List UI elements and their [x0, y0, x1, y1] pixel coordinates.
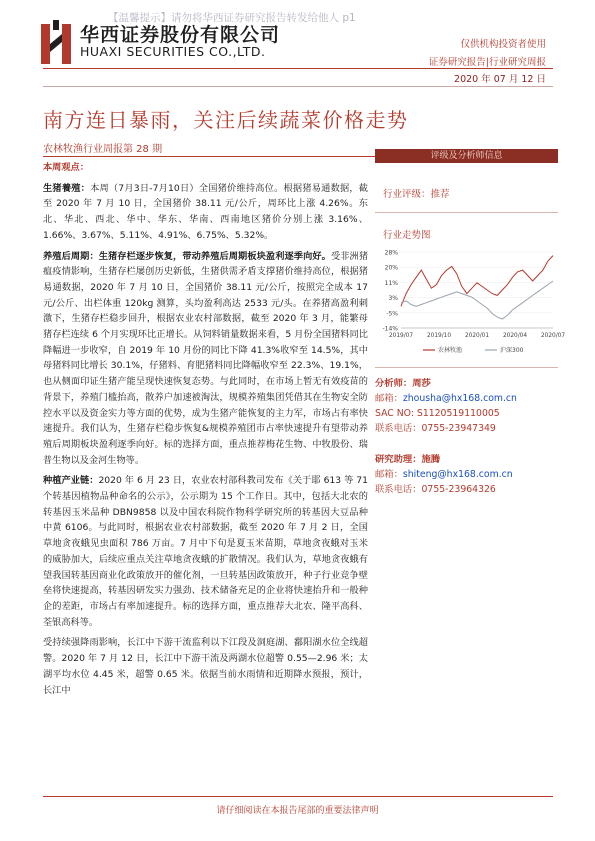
company-name-cn: 华西证券股份有限公司	[80, 24, 281, 46]
company-name-en: HUAXI SECURITIES CO.,LTD.	[80, 44, 266, 59]
analyst-name: 分析师：周莎	[375, 378, 431, 389]
audience-tagline: 仅供机构投资者使用	[460, 39, 546, 50]
x-tick-label: 2020/01	[464, 333, 490, 339]
y-tick-label: 3%	[388, 295, 398, 303]
analyst-email-link[interactable]: zhousha@hx168.com.cn	[402, 393, 517, 404]
y-tick-label: -14%	[382, 325, 398, 333]
industry-rating: 行业评级：推荐	[383, 189, 450, 200]
paragraph	[43, 181, 368, 244]
paragraph-text: 受持续强降雨影响，长江中下游干流监利以下江段及洞庭湖、鄱阳湖水位全线超警。2020 年 7 月 12 日，长江中下游干流及两湖水位超警 0.55—2.96 米；太湖平均水位 4.45 米，超警 0.65 米。依据当前水雨情和近期降水预报，预计，长江中	[43, 637, 368, 696]
top-notice: 【温馨提示】请勿将华西证券研究报告转发给他人 p1	[108, 12, 356, 24]
x-tick-label: 2019/10	[426, 333, 452, 339]
analyst-phone: 0755-23947349	[421, 423, 496, 434]
footer-divider	[43, 796, 553, 797]
series-line	[401, 281, 553, 319]
phone-label: 联系电话：	[375, 423, 422, 434]
header-divider	[43, 68, 553, 69]
assistant-phone: 0755-23964326	[421, 484, 496, 495]
paragraph	[43, 635, 368, 698]
x-tick-label: 2020/04	[502, 333, 528, 339]
report-title: 南方连日暴雨，关注后续蔬菜价格走势	[43, 108, 409, 132]
y-tick-label: 28%	[384, 249, 398, 257]
analyst-block	[375, 376, 558, 497]
email-label: 邮箱：	[375, 393, 403, 404]
report-series: 农林牧渔行业周报第 28 期	[43, 144, 163, 155]
main-body	[43, 160, 368, 703]
phone-label: 联系电话：	[375, 484, 422, 495]
sidebar-header: 评级及分析师信息	[375, 149, 558, 163]
paragraph-text: 2020 年 6 月 23 日，农业农村部科教司发布《关于耶 613 等 71 个转基因植物品种命名的公示》，公示期为 15 个工作日。其中，包括大北农的转基因玉米品种 DBN9858 以及中国农科院作物科学研究所的转基因大豆品种中黄 6106。与此同时，根据农业农村部数据，截至 2020 年 7 月 2 日，全国草地贪夜蛾见虫面积 786 万亩。7 月中下旬是夏玉米苗期，草地贪夜蛾对玉米的威胁加大，后续应重点关注草地贪夜蛾的扩散情况。我们认为，草地贪夜蛾有望我国转基因商业化政策放开的催化剂，一旦转基因政策放开，种子行业竞争壁垒将快速提高，转基因研发实力强劲、技术储备充足的企业将快速抬升和一般种企的差距，市场占有率加速提升。标的选择方面，重点推荐大北农、隆平高科、荃银高科等。	[43, 475, 368, 628]
paragraph-text: 本周（7月3日-7月10日）全国猪价维持高位。根据猪易通数据，截至 2020 年 7 月 10 日，全国猪价 38.11 元/公斤，周环比上涨 4.26%。东北、华北、西北、华中、华东、华南、西南地区猪价分别上涨 3.16%、1.66%、3.67%、5.11%、4.91%、6.75%、5.32%。	[43, 182, 368, 241]
section-title: 本周观点：	[43, 162, 89, 173]
analyst-sac: SAC NO: S1120519110005	[375, 408, 500, 419]
y-tick-label: -5%	[386, 310, 398, 318]
trend-chart	[375, 246, 566, 361]
email-label: 邮箱：	[375, 469, 403, 480]
huaxi-logo-icon	[41, 20, 71, 64]
legal-notice: 请仔细阅读在本报告尾部的重要法律声明	[216, 806, 379, 816]
chart-title: 行业走势图	[383, 230, 431, 241]
paragraph-lead: 生猪養殖：	[43, 182, 91, 194]
paragraph-lead: 种植产业链：	[43, 475, 99, 487]
paragraph-text: 受非洲猪瘟疫情影响，生猪存栏屡创历史新低，生猪供需矛盾支撑猪价维持高位，根据猪易通数据，2020 年 7 月 10 日，全国猪价 38.11 元/公斤，按照完全成本 17 元/公斤、出栏体重 120kg 测算，头均盈利高达 2533 元/头。在养猪高盈利刺激下，生猪存栏稳步回升，根据农业农村部数据，截至 2020 年 3 月，能繁母猪存栏连续 6 个月实现环比正增长。从饲料销量数据来看，5 月份全国猪料同比降幅进一步收窄，自 2019 年 10 月份的同比下降 41.3%收窄至 14.5%，其中母猪料同比增长 30.1%，仔猪料、育肥猪料同比降幅收窄至 22.3%、19.1%，也从侧面印证生猪产能呈现快速恢复态势。与此同时，在市场上暂无有效疫苗的背景下，养殖门槛抬高，散养户加速被淘汰，规模养殖集团凭借其在生物安全防控水平以及资金实力等方面的优势，成为生猪产能恢复的主力军，市场占有率快速提升。我们认为，生猪存栏稳步恢复&规模养殖团市占率快速提升有望带动养殖后周期板块盈利逐季向好。标的选择方面，重点推荐梅花生物、中牧股份、瑞普生物以及金河生物等。	[43, 250, 369, 466]
report-date: 2020 年 07 月 12 日	[454, 74, 546, 85]
x-tick-label: 2019/07	[388, 333, 414, 339]
paragraph-lead: 养殖后周期：生猪存栏逐步恢复，带动养殖后周期板块盈利逐季向好。	[43, 250, 331, 262]
legend-label: 农林牧渔	[438, 347, 463, 354]
y-tick-label: 20%	[384, 264, 398, 272]
y-tick-label: 11%	[384, 279, 398, 287]
assistant-email-link[interactable]: shiteng@hx168.com.cn	[402, 469, 513, 480]
paragraph	[43, 249, 368, 469]
x-tick-label: 2020/07	[540, 333, 566, 339]
legend-label: 沪深300	[500, 347, 524, 354]
date-divider	[43, 86, 553, 87]
sidebar	[375, 149, 566, 497]
report-category: 证券研究报告|行业研究周报	[428, 57, 546, 68]
paragraph	[43, 473, 368, 630]
series-line	[401, 256, 553, 307]
assistant-name: 研究助理：施腾	[375, 454, 441, 465]
